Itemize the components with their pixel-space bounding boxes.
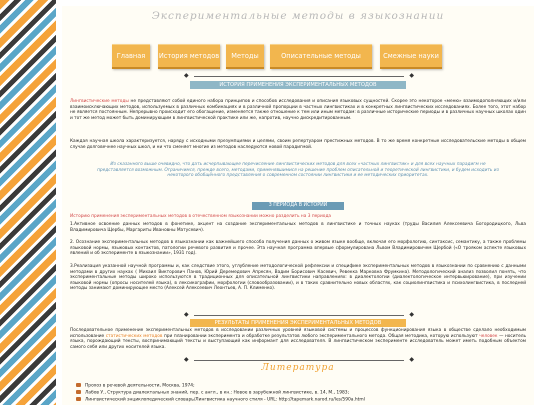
divider-ornament: ◆ ◆ bbox=[184, 356, 414, 363]
literature-item bbox=[76, 390, 526, 396]
intro-paragraph bbox=[70, 99, 526, 121]
literature-item-link[interactable]: Лингвистический энциклопедический словарь/Лингвистика научного стиля - URL: http://tapemark.narod.ru/les/590a.html bbox=[85, 397, 365, 403]
literature-item-text: Лабов У., Структура диалектальных знаний, пер. с англ., в кн.: Новое в зарубежной лингвистике, в. 14, М., 1983; bbox=[85, 390, 350, 396]
results-highlight-statistics: статистических методов bbox=[105, 333, 163, 339]
section-heading-periods: 3 ПЕРИОДА В ИСТОРИИ bbox=[252, 202, 344, 210]
book-icon bbox=[76, 397, 81, 401]
nav-related-button[interactable]: Смежные науки bbox=[380, 44, 442, 69]
section-heading-results: РЕЗУЛЬТАТЫ ПРИМЕНЕНИЯ ЭКСПЕРИМЕНТАЛЬНЫХ МЕТОДОВ bbox=[190, 319, 406, 327]
book-icon bbox=[76, 383, 81, 387]
results-text-mid: при планировании эксперимента и обработке результатов любого экспериментального метода. Общая методика, которую используют bbox=[162, 333, 480, 339]
literature-item[interactable] bbox=[76, 397, 526, 403]
results-text-end: — носитель языка, порождающий тексты, воспринимающий тексты и выступающий как информант для исследователя. В лингвистическом эксперименте исследователь может иметь подобным объектом самого себя или других носителей языка. bbox=[70, 333, 526, 350]
divider-ornament: ◆ ◆ bbox=[184, 311, 414, 318]
periods-intro bbox=[70, 214, 526, 220]
nav-methods-button[interactable]: Методы bbox=[226, 44, 264, 69]
literature-item bbox=[76, 383, 526, 389]
literature-item-text: Прохоз в речевой деятельности, Москва, 1974; bbox=[85, 383, 195, 389]
highlighted-quote: Из сказанного выше очевидно, что дать исчерпывающее перечисление лингвистических методов для всех «частных лингвистик» и для всех научных парадигм не представляется возможным. Ограничимся, прежде всего, методами, применявшимися на решение проблем описательной и теоретической лингвистики, и будем исходить из некоторого обобщённого представления о современном состоянии лингвистики и ее методических приоритетах. bbox=[97, 162, 499, 179]
results-paragraph bbox=[70, 328, 526, 350]
section-heading-history: ИСТОРИЯ ПРИМЕНЕНИЯ ЭКСПЕРИМЕНТАЛЬНЫХ МЕТОДОВ bbox=[190, 81, 406, 89]
literature-title: Литература bbox=[261, 363, 335, 373]
period-item-1: 1.Активное освоение данных методов в фонетике, акцент на создание экспериментальных методов в лингвистике и точных науках (труды Василия Алексеевича Богородицкого, Льва Владимировича Щербы, Маргариты Ивановны Матусевич). bbox=[70, 222, 526, 233]
results-highlight-person: человек bbox=[479, 333, 498, 339]
highlight-term: Лингвистические методы bbox=[70, 99, 129, 104]
results-text-start: Последовательное применение экспериментальных методов в исследовании различных уровней языковой системы и процессов функционирования языка в обществе сделало необходимым использование bbox=[70, 328, 526, 339]
period-item-3: 3.Реализация указанной научной программы и, как следствие этого, углубление методологической рефлексии и специфике экспериментальных методов в языкознании по сравнению с данными методами в других науках ( Михаил Викторович Панов, Юрий Деремедович Апресян, Вадим Борисович Касевич, Ревекка Марковна Фрумкина). Методологический анализ позволил понять, что экспериментальные методы широко используются в традиционных для описательной лингвистики направлениях: в диалектологии (диалектологическое интервьюирование), при изучении языковой нормы (опросы носителей языка), в лексикографии, морфологии (словообразовании), и в таких сравнительно новых областях, как социолингвистика и психолингвистика, в последней методы занимают доминирующее место (Алексей Алексеевич Леонтьев, А. П. Клименко). bbox=[70, 264, 526, 292]
divider-ornament: ◆ ◆ bbox=[184, 72, 414, 79]
site-title: Экспериментальные методы в языкознании bbox=[151, 10, 445, 22]
page-content bbox=[62, 6, 534, 405]
periods-intro-text: Историю применения экспериментальных методов в отечественном языкознании можно разделить на 3 периода bbox=[70, 214, 332, 219]
schools-paragraph: Каждая научная школа характеризуется, наряду с исходными презумпциями и целями, своим репертуаром престижных методов. В то же время конкретные исследовательские методы в общем случае долговечнее научных школ, и ни что сменяет многие из методов наследуются новой парадигмой. bbox=[70, 139, 526, 150]
nav-home-button[interactable]: Главная bbox=[112, 44, 150, 69]
nav-descriptive-button[interactable]: Описательные методы bbox=[270, 44, 372, 69]
nav-history-button[interactable]: История методов bbox=[158, 44, 220, 69]
book-icon bbox=[76, 390, 81, 394]
period-item-2: 2. Осознание экспериментальных методов в языкознании как важнейшего способа получения данных о живом языке вообще, включая его морфологию, синтаксис, семантику, а также проблемы языковой нормы, языковых контактов, патологии речевого развития и прочее. Эта научная программа впервые сформулирована Львом Владимировичем Щербой («О трояком аспекте языковых явлений и об эксперименте в языкознании», 1931 год). bbox=[70, 240, 526, 257]
intro-text: не представляют собой единого набора принципов и способов исследования и описания языковых сущностей. Скорее это некоторое «меню» взаимодополняющих и/или взаимоисключающих методов, используемых в различных комбинациях и в различной пропорции в частных лингвистиках и в конкретных лингвистических исследованиях. Более того, этот набор не является постоянным. Непрерывно происходит его обогащение, изменяется также отношение к тем или иным методам: в различные исторические периоды и в различных научных школах один и тот же метод может быть доминирующим в лингвистической практике или же, напротив, научно дискредитированным. bbox=[70, 99, 527, 121]
decorative-stripes bbox=[0, 0, 56, 405]
